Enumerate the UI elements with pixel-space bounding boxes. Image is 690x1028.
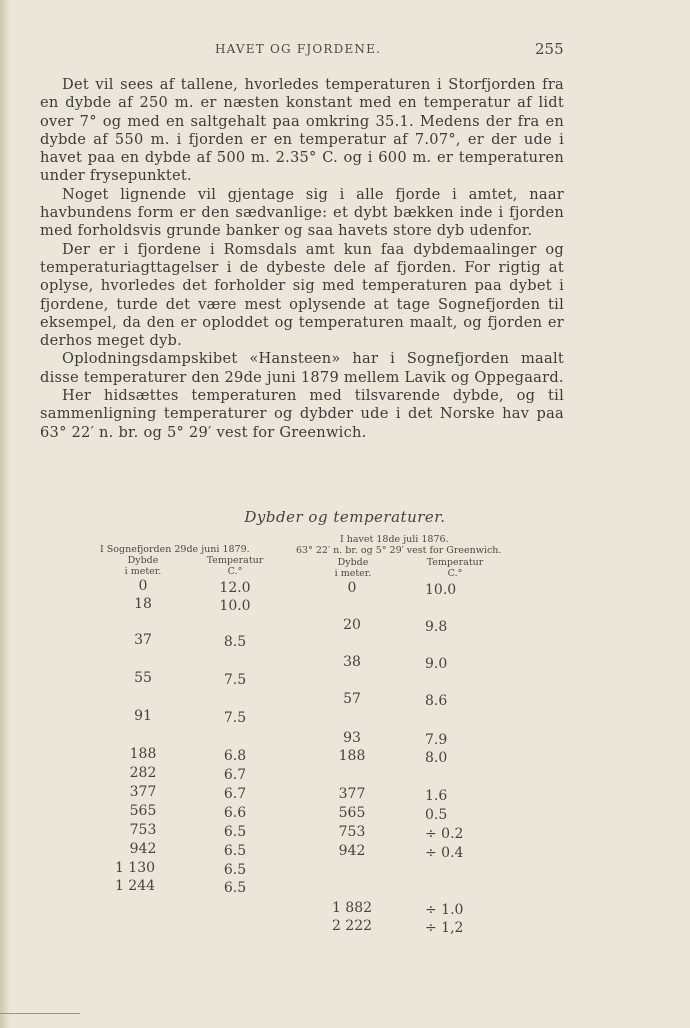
sea-depth-cell: 57 [343, 691, 361, 707]
fjord-temp-cell: 12.0 [219, 580, 251, 596]
sea-temp-cell: 9.0 [425, 656, 448, 672]
sea-temp-cell: 7.9 [425, 732, 448, 748]
fjord-temp-cell: 6.5 [223, 880, 247, 896]
running-head: HAVET OG FJORDENE. [215, 42, 382, 56]
body-text [40, 76, 564, 442]
fjord-depth-cell: 55 [134, 670, 152, 686]
header-line: i meter. [124, 566, 162, 577]
header-line: C.° [447, 568, 463, 579]
fjord-depth-cell: 1 130 [114, 860, 156, 876]
header-line: Dybde [337, 557, 369, 568]
sea-depth-cell: 1 882 [331, 900, 373, 916]
sea-temp-cell: ÷ 1.0 [425, 902, 464, 918]
sea-depth-cell: 377 [338, 786, 366, 802]
sea-depth-cell: 753 [338, 824, 366, 840]
fjord-depth-cell: 91 [134, 708, 152, 724]
sea-depth-cell: 93 [343, 730, 361, 746]
page-edge-rule [0, 1013, 80, 1014]
fjord-temp-cell: 8.5 [223, 634, 247, 650]
fjord-depth-cell: 377 [129, 784, 157, 800]
sea-depth-cell: 38 [343, 654, 361, 670]
fjord-depth-cell: 565 [129, 803, 157, 819]
header-line: Temperatur [206, 555, 264, 566]
fjord-temp-cell: 6.8 [223, 748, 247, 764]
fjord-temp-cell: 6.6 [223, 805, 247, 821]
sea-depth-cell: 20 [343, 617, 361, 633]
sea-depth-cell: 942 [338, 843, 366, 859]
sea-temp-cell: ÷ 1,2 [425, 920, 464, 936]
paragraph: Der er i fjordene i Romsdals amt kun faa dybdemaalinger og temperaturiagttagelser i de dybeste dele af fjorden. For rigtig at oplyse, hvorledes det forholder sig med temperaturen paa dybet i fjordene, turde det være mest oplysende at tage Sognefjorden til eksempel, da den er oploddet og temperaturen maalt, og fjorden er derhos meget dyb. [40, 240, 564, 350]
fjord-temp-cell: 7.5 [223, 672, 247, 688]
sea-temp-header [415, 557, 495, 579]
sea-depth-cell: 565 [338, 805, 366, 821]
sea-temp-cell: 8.0 [425, 750, 448, 766]
fjord-temp-cell: 6.5 [223, 843, 247, 859]
paragraph: Noget lignende vil gjentage sig i alle fjorde i amtet, naar havbundens form er den sædvanlige: et dybt bækken inde i fjorden med forholdsvis grunde banker og saa havets store dyb udenfor. [40, 185, 564, 240]
sea-depth-cell: 2 222 [331, 918, 373, 934]
fjord-depth-cell: 0 [138, 578, 148, 594]
fjord-temp-cell: 6.7 [223, 786, 247, 802]
fjord-depth-cell: 37 [134, 632, 152, 648]
sea-temp-cell: 1.6 [425, 788, 448, 804]
sea-temp-cell: 9.8 [425, 619, 448, 635]
fjord-temp-cell: 6.5 [223, 862, 247, 878]
header-line: Dybde [127, 555, 159, 566]
fjord-temp-cell: 6.5 [223, 824, 247, 840]
sea-temp-cell: 0.5 [425, 807, 448, 823]
sea-temp-cell: ÷ 0.2 [425, 826, 464, 842]
sea-header-line-2: 63° 22′ n. br. og 5° 29′ vest for Greenwich. [296, 545, 502, 556]
header-line: Temperatur [426, 557, 484, 568]
sea-depth-cell: 0 [347, 580, 357, 596]
header-line: i meter. [334, 568, 372, 579]
fjord-depth-cell: 942 [129, 841, 157, 857]
sea-temp-cell: ÷ 0.4 [425, 845, 464, 861]
paragraph: Her hidsættes temperaturen med tilsvarende dybde, og til sammenligning temperaturer og dybder ude i det Norske hav paa 63° 22′ n. br. og 5° 29′ vest for Greenwich. [40, 387, 564, 441]
sea-depth-cell: 188 [338, 748, 366, 764]
sea-temp-cell: 8.6 [425, 693, 448, 709]
sea-header-line-1: I havet 18de juli 1876. [340, 534, 449, 545]
fjord-temp-cell: 10.0 [219, 598, 251, 614]
fjord-temp-header [195, 555, 275, 577]
fjord-depth-cell: 282 [129, 765, 157, 781]
fjord-depth-cell: 18 [134, 596, 152, 612]
fjord-depth-cell: 753 [129, 822, 157, 838]
page-number: 255 [535, 40, 564, 58]
fjord-depth-cell: 188 [129, 746, 157, 762]
fjord-temp-cell: 7.5 [223, 710, 247, 726]
sea-depth-header [318, 557, 388, 579]
fjord-temp-cell: 6.7 [223, 767, 247, 783]
paragraph: Oplodningsdampskibet «Hansteen» har i Sognefjorden maalt disse temperaturer den 29de juni 1879 mellem Lavik og Oppegaard. [40, 350, 564, 386]
paragraph: Det vil sees af tallene, hvorledes temperaturen i Storfjorden fra en dybde af 250 m. er næsten konstant med en temperatur af lidt over 7° og med en saltgehalt paa omkring 35.1. Medens der fra en dybde af 550 m. i fjorden er en temperatur af 7.07°, er der ude i havet paa en dybde af 500 m. 2.35° C. og i 600 m. er temperaturen under frysepunktet. [40, 76, 564, 185]
header-line: C.° [227, 566, 243, 577]
fjord-header: I Sognefjorden 29de juni 1879. [100, 544, 250, 555]
table-title: Dybder og temperaturer. [244, 508, 446, 526]
sea-temp-cell: 10.0 [425, 582, 457, 598]
fjord-depth-cell: 1 244 [114, 878, 156, 894]
fjord-depth-header [110, 555, 176, 577]
